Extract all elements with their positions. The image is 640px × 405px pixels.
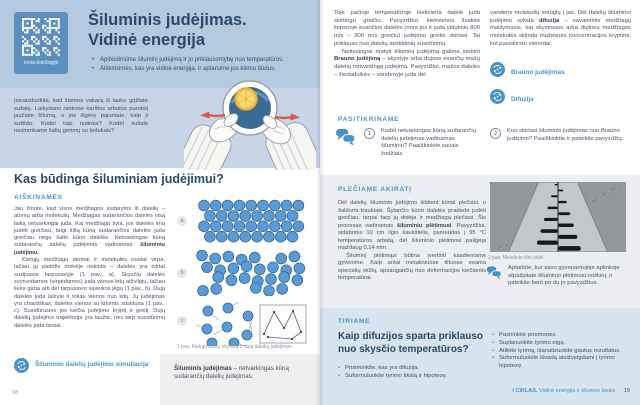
section-heading: Kas būdinga šiluminiam judėjimui?	[14, 172, 224, 186]
explain-text	[14, 206, 165, 330]
objective-text: Aiškinsimės, kas yra vidinė energija, ir aptarsime jos kitimo būdus.	[100, 66, 276, 72]
question-1	[364, 128, 482, 158]
particles-simulation-icon	[14, 358, 29, 378]
figure-caption: 1 pav. Kietųjų kūnų, skysčių ir dujų dalelių judėjimas	[177, 344, 292, 350]
bridge-joint-photo	[488, 182, 628, 252]
paragraph-text: Jau žinote, kad visos medžiagos sudarytos iš dalelių – atomų arba molekulių. Medžiagas sudarančios dalelės visą laiką netvarkingai juda. Kai medžiaga šyla, jos dalelės ima judėti greičiau, taigi šiltą kūną sudarančios dalelės juda greičiau negu šalto kūno dalelės. Netvarkingas kūną sudarančių dalelių judėjimas vadinamas	[14, 206, 165, 249]
paragraph	[14, 206, 165, 257]
paragraph-text: vandens molekulių smūgių į jas. Dėl dalelių šiluminio judėjimo vyksta	[490, 10, 631, 24]
definition-text	[174, 365, 306, 381]
page-number-right: 19	[623, 388, 630, 394]
question-text: Kodėl netvarkingas kūną sudarančių dalelių judėjimas vadinamas šiluminiu? Paaiškinkite savais žodžiais.	[381, 128, 476, 157]
question-number-badge: 1	[364, 128, 375, 139]
definition-rest: – netvarkingas kūną sudarančių dalelių judėjimas.	[174, 365, 289, 381]
simulation-link-label: Šiluminio dalelių judėjimo simuliacija	[35, 361, 149, 368]
difuzija-link-label: Difuzija	[511, 96, 534, 104]
lesson-title-line1: Šiluminis judėjimas.	[88, 11, 247, 29]
paragraph-text: – skystyje arba dujose esančių mažų dalelių netvarkingą judėjimą. Pavyzdžiui, mažos dalelės – žiedadulkės – vandenyje juda dėl	[334, 56, 480, 78]
paragraph-text: . Pavyzdžiui, sidabrinis 10 cm ilgio šaukštelis, pamerktas į 95 °C temperatūros arbatą, dėl šiluminio plėtimosi pailgėja maždaug 0,14 mm.	[338, 222, 486, 251]
research-label: TIRIAME	[338, 318, 371, 325]
discussion-text: Aptarkite, kur savo gyvenamojoje aplinkoje atpažįstate šiluminio plėtimosi reiškinį, ir pateikite bent po du jo pavyzdžius.	[508, 265, 620, 286]
definition-box	[160, 354, 320, 405]
intro-paragraph: Įsivaizduokite, kad žiemos vakarą iš lauko grįžtate sušalę. Laikydami rankose karštos arbatos puodelį jaučiate šilumą, o jos išgėrę pajuntate, kaip ji sušildo. Kodėl taip nutinka? Kodėl sušalę nesirenkame šaltų gėrimų su ledukais?	[14, 98, 148, 135]
difuzija-link[interactable]	[490, 89, 565, 109]
research-heading: Kaip difuzijos sparta priklauso nuo skysčio temperatūros?	[338, 331, 484, 355]
paragraph-text: Dėl dalelių šiluminio judėjimo šildomi kūnai plečiasi, o šaldomi traukiasi. Šylančio kūno dalelės pradeda judėti greičiau, tarpai tarp jų didėja ir medžiaga plečiasi. Šis procesas vadinamas	[338, 200, 486, 229]
chapter-footer	[512, 388, 630, 394]
expand-text	[338, 200, 486, 283]
lesson-title	[88, 10, 247, 50]
paragraph	[334, 49, 480, 80]
discussion-icon	[335, 127, 356, 151]
qr-code[interactable]	[14, 12, 68, 74]
particles-simulation-icon	[490, 89, 505, 109]
footer-topic: Vidinė energija ir šilumos kiekis	[539, 388, 616, 394]
question-text: Kuo skiriasi šiluminis judėjimas nuo Brauno judėjimo? Paaiškinkite ir pateikite pavyzdžių.	[507, 128, 624, 142]
paragraph-text: Netiesiogiai matyti šiluminį judėjimą galima stebint	[342, 48, 480, 55]
key-term: difuzija	[538, 17, 560, 24]
qr-caption: moks.link/bqpjb	[23, 60, 59, 66]
brauno-link[interactable]	[490, 62, 565, 82]
figure-label-c: c	[177, 316, 187, 326]
question-2	[490, 128, 633, 143]
page-number-left: 18	[12, 390, 19, 396]
paragraph	[338, 200, 486, 253]
research-steps-right	[492, 332, 634, 371]
research-section	[320, 308, 640, 405]
discussion-task	[486, 265, 634, 288]
figure-label-a: a	[177, 216, 187, 226]
expand-section	[320, 175, 640, 308]
research-step: • Atlikite tyrimą, išanalizuokite gautus rezultatus.	[492, 348, 634, 356]
figure-label-b: b	[177, 268, 187, 278]
resource-links	[490, 62, 565, 116]
expand-label: PLEČIAME AKIRATĮ	[338, 186, 412, 193]
paragraph	[490, 10, 631, 49]
paragraph: Toje pačioje temperatūroje kiekviena dalelė juda skirtingu greičiu. Pavyzdžiui, kiekvienos žvakės liepsnoje esančios dalelės (nors jos ir juda vidutiniu 800 m/s – 900 m/s greičiu) judėjimo greitis skiriasi. Tai priklauso nuo dalelių atsitiktinių susidūrimų.	[334, 10, 480, 47]
lesson-title-line2: Vidinė energija	[88, 31, 206, 49]
figure-solid-particles	[196, 198, 310, 244]
paragraph: Šiluminį plėtimąsi būtina įvertinti kasdieniame gyvenime. Kaip antai metaliniuose tiltuose esama specialių siūlių, apsaugančių nuo deformacijos keičiantis temperatūrai.	[338, 252, 486, 281]
figure-liquid-particles	[196, 250, 310, 296]
discussion-icon	[486, 265, 502, 285]
key-term: Brauno judėjimą	[334, 56, 381, 63]
paragraph-text: – savaiminis medžiagų maišymasis, kai skystosios arba dujinės medžiagos molekulės sklinda mažesnės koncentracijos kryptimi, kol pasiskirsto vienodai.	[490, 17, 631, 47]
brauno-link-label: Brauno judėjimas	[511, 69, 565, 77]
explain-label: AIŠKINAMĖS	[14, 194, 63, 201]
page-right	[320, 0, 640, 405]
footer-cycle: I CIKLAS.	[512, 388, 538, 394]
research-step: • Prisiminkite, kas yra difuzija.	[338, 365, 488, 373]
key-term: šiluminiu judėjimu.	[14, 242, 165, 256]
photo-caption: 2 pav. Metalinio tilto siūlė	[488, 255, 544, 261]
body-column-1	[334, 10, 480, 79]
objective-text: Apibūdinsime šiluminį judėjimą ir jo priklausomybę nuo temperatūros.	[100, 57, 284, 63]
objective-item	[92, 56, 318, 65]
definition-term: Šiluminis judėjimas	[174, 365, 232, 372]
simulation-link[interactable]	[14, 358, 156, 378]
check-label: PASITIKRINAME	[338, 116, 400, 123]
question-number-badge: 2	[490, 128, 501, 139]
research-step: • Suformuluokite išvadą atsižvelgdami į tyrimo hipotezę.	[492, 355, 634, 371]
research-step: • Pasirinkite priemones.	[492, 332, 634, 340]
qr-pattern-icon	[22, 18, 60, 56]
paragraph: Kietųjų medžiagų atomai ir molekulės nuolat virpa, tačiau jų padėtis erdvėje nekinta – dalelės yra tvirtai susijusios tarpusavyje (1 pav., a). Skysčių dalelės svyruodamos (virpėdamos) juda vienos kitų atžvilgiu, tačiau lieka gana arti dėl tarpusavio sąveikos jėgų (1 pav., b). Dujų dalelės juda laisvai ir toliau vienos nuo kitų. Jų judėjimas yra chaotiškas, dalelės vienos su kitomis susiduria (1 pav., c). Susidūrusios jos keičia judėjimo kryptį ir greitį. Dujų dalelių judėjimo trajektorija yra laužtė, nes tarp susidūrimų dalelės juda tiesiai.	[14, 257, 165, 329]
particles-simulation-icon	[490, 62, 505, 82]
figure-gas-particles	[196, 302, 310, 346]
body-column-2	[490, 10, 631, 49]
research-steps-left	[338, 365, 488, 381]
research-step: • Suformuluokite tyrimo tikslą ir hipotezę.	[338, 373, 488, 381]
key-term: šiluminiu plėtimusi	[396, 222, 452, 229]
tea-cup-illustration	[184, 72, 316, 170]
research-step: • Suplanuokite tyrimo eigą.	[492, 340, 634, 348]
